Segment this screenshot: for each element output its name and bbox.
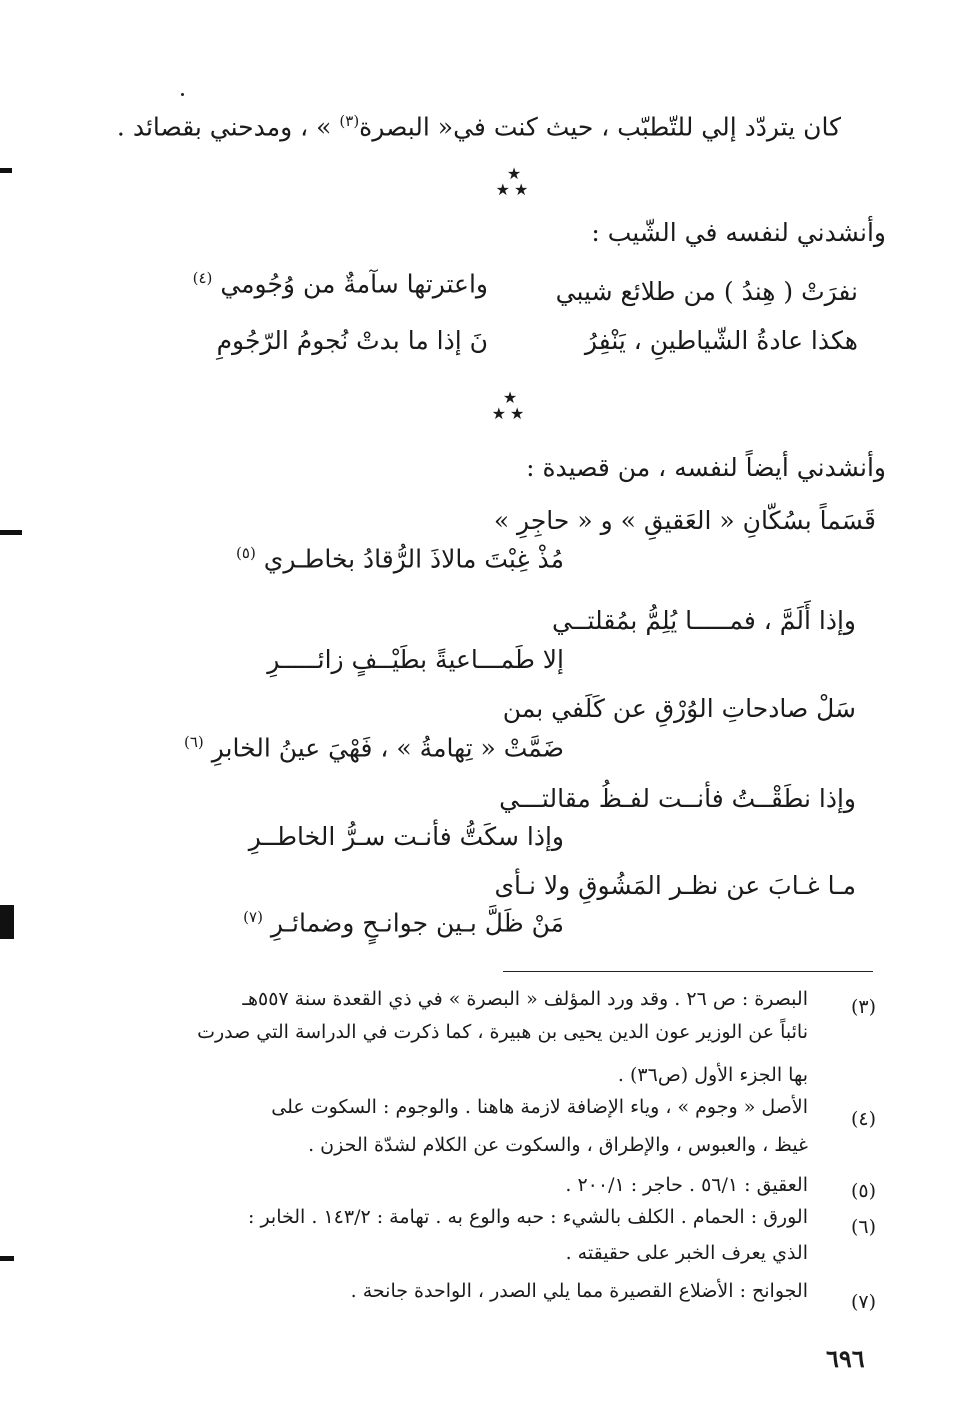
star-pair-icon: ★★: [495, 180, 533, 199]
footnote-number: (٦): [850, 1216, 876, 1238]
scan-edge-mark: [0, 168, 12, 173]
verse-intro: وأنشدني لنفسه في الشّيب :: [591, 218, 886, 247]
prose-line-end: » ، ومدحني بقصائد .: [116, 112, 332, 142]
poem-line: ضَمَّتْ « تِهامةُ » ، فَهْيَ عينُ الخابرِ $^{(٦)}$: [183, 733, 564, 763]
footnote-number: (٣): [850, 996, 876, 1018]
scan-speck: [181, 93, 184, 96]
footnote-line: الأصل « وجوم » ، وياء الإضافة لازمة هاهنا . والوجوم : السكوت على: [271, 1096, 808, 1118]
footnote-ref: (٥): [236, 544, 256, 562]
scan-edge-mark: [0, 1256, 14, 1261]
section-divider-stars: [494, 166, 534, 198]
poem-line: وإذا أَلَمَّ ، فمـــــا يُلِمُّ بمُقلتــي: [552, 606, 856, 635]
scan-edge-mark: [0, 530, 22, 535]
footnote-ref: (٣): [339, 112, 360, 130]
verse-hemistich-left: نَ إذا ما بدتْ نُجومُ الرّجُومِ: [216, 326, 488, 355]
footnote-line: بها الجزء الأول (ص٣٦) .: [617, 1064, 808, 1086]
star-pair-icon: ★★: [491, 404, 529, 423]
prose-line: [117, 112, 841, 141]
scan-edge-mark: [0, 905, 14, 939]
verse-hemistich-right: هكذا عادةُ الشّياطينِ ، يَنْفِرُ: [584, 326, 858, 355]
poem-line: سَلْ صادحاتِ الوُرْقِ عن كَلَفي بمن: [502, 694, 856, 723]
footnote-line: الذي يعرف الخبر على حقيقته .: [565, 1242, 808, 1264]
footnote-line: نائباً عن الوزير عون الدين يحيى بن هبيرة ، كما ذكرت في الدراسة التي صدرت: [197, 1021, 808, 1043]
poem-line: مَنْ ظَلَّ بـين جوانـحٍ وضمائـرِ $^{(٧)}$: [243, 908, 564, 938]
footnote-ref: (٧): [243, 908, 263, 926]
poem-line: إلا طَمـــاعيةً بطَيْــفٍ زائـــــرِ: [267, 645, 564, 674]
footnote-line: البصرة : ص ٢٦ . وقد ورد المؤلف « البصرة » في ذي القعدة سنة ٥٥٧هـ: [242, 988, 808, 1010]
footnote-ref: (٦): [183, 733, 204, 751]
prose-line-start: كان يتردّد إلي للتّطبّب ، حيث كنت في« البصرة: [359, 112, 841, 142]
footnote-line: غيظ ، والعبوس ، والإطراق ، والسكوت عن الكلام لشدّة الحزن .: [308, 1134, 808, 1156]
section-divider-stars: [490, 390, 530, 422]
poem-line: وإذا نطَقْــتُ فأنــت لفـظُ مقالتـــي: [499, 784, 856, 813]
verse-intro: وأنشدني أيضاً لنفسه ، من قصيدة :: [526, 453, 886, 482]
footnote-line: الورق : الحمام . الكلف بالشيء : حبه والوع به . تهامة : ١٤٣/٢ . الخابر :: [248, 1206, 808, 1228]
footnote-ref: (٤): [192, 269, 213, 287]
poem-line: وإذا سكَتُّ فأنـت سـرُّ الخاطــرِ: [248, 822, 564, 851]
star-icon: ★: [502, 388, 518, 407]
poem-line: قَسَماً بسُكّانِ « العَقيقِ » و « حاجِرِ »: [493, 506, 876, 535]
poem-line: مُذْ غِبْتَ مالاذَ الرُّقادُ بخاطـري $^{(٥)}$: [236, 544, 564, 574]
footnote-line: العقيق : ٥٦/١ . حاجر : ٢٠٠/١ .: [565, 1174, 808, 1196]
footnote-number: (٥): [850, 1180, 876, 1202]
verse-hemistich-right: نفرَتْ ( هِندُ ) من طلائع شيبي: [555, 277, 858, 306]
page-number: ٦٩٦: [826, 1344, 865, 1373]
verse-hemistich-left: واعترتها سآمةٌ من وُجُومي $^{(٤)}$: [192, 269, 488, 299]
footnote-number: (٧): [850, 1291, 876, 1313]
footnote-number: (٤): [850, 1108, 876, 1130]
poem-line: مـا غـابَ عن نظـر المَشُوقِ ولا نـأى: [494, 871, 856, 900]
footnote-separator: [503, 971, 873, 972]
star-icon: ★: [506, 164, 522, 183]
footnote-line: الجوانح : الأضلاع القصيرة مما يلي الصدر ، الواحدة جانحة .: [350, 1280, 808, 1302]
